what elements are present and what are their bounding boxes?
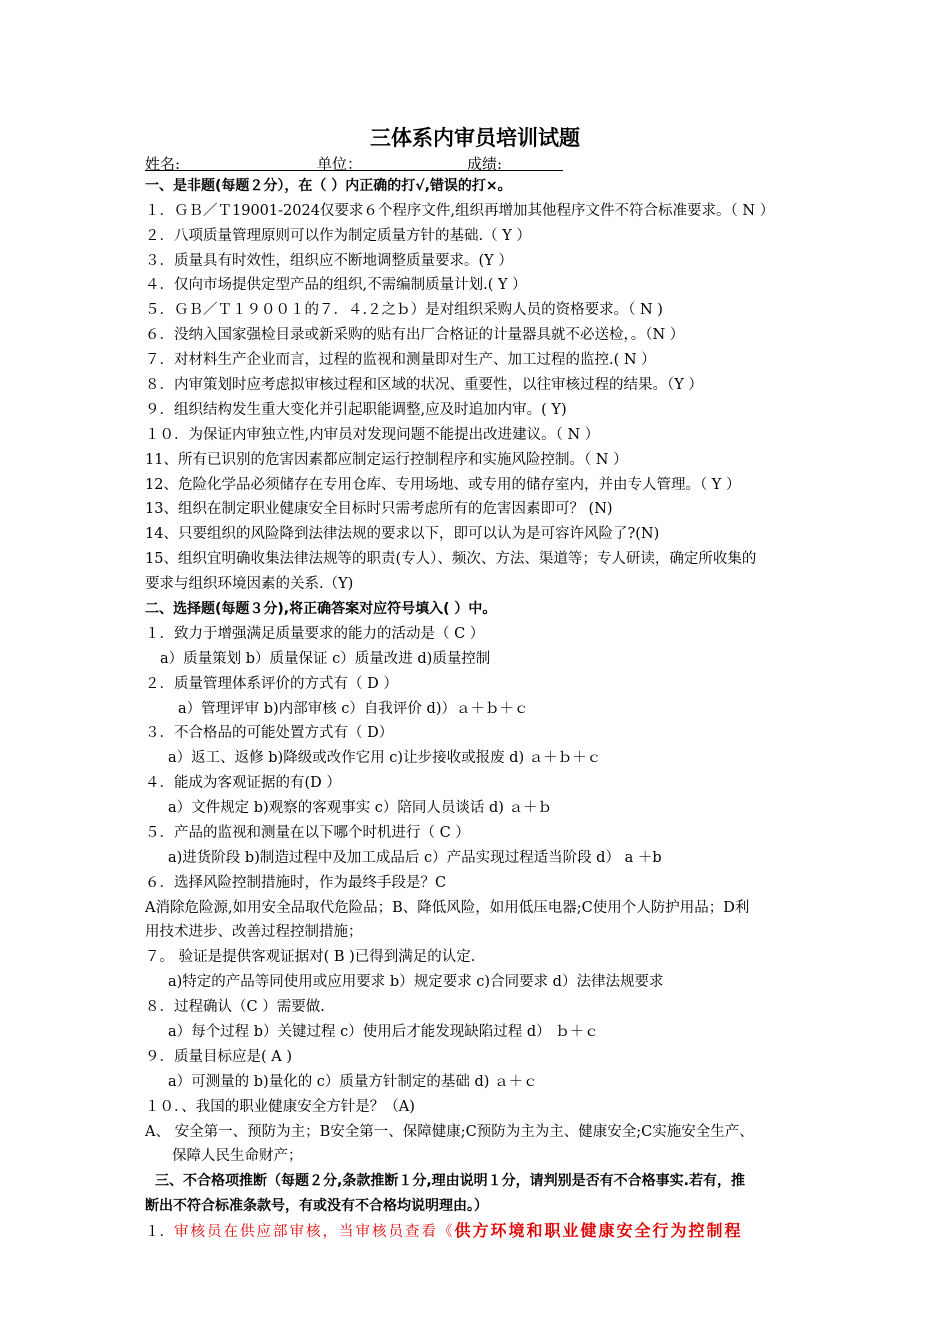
question-item: ６．没纳入国家强检目录或新采购的贴有出厂合格证的计量器具就不必送检，。（N ） — [145, 327, 685, 343]
answer-options-continued: 保障人民生命财产； — [172, 1148, 303, 1164]
answer-options-continued: 用技术进步、改善过程控制措施； — [145, 924, 363, 940]
answer-options: A、 安全第一、预防为主；B安全第一、保障健康;C预防为主为主、健康安全;C实施安全生产、 — [145, 1124, 754, 1140]
question-item: ３．不合格品的可能处置方式有（ D） — [145, 725, 394, 741]
answer-options: a）管理评审 b)内部审核 c）自我评价 d)）ａ＋ｂ＋ｃ — [178, 701, 529, 717]
question-item: ４．能成为客观证据的有(D ） — [145, 775, 341, 791]
question-item: ９．组织结构发生重大变化并引起职能调整,应及时追加内审。( Y) — [145, 402, 567, 418]
answer-options: a）返工、返修 b)降级或改作它用 c)让步接收或报废 d) ａ＋ｂ＋ｃ — [168, 750, 602, 766]
question-item: 15、组织宜明确收集法律法规等的职责(专人）、频次、方法、渠道等；专人研读，确定所收集的 — [145, 551, 757, 567]
question-item: ３．质量具有时效性，组织应不断地调整质量要求。(Y ） — [145, 253, 513, 269]
question-item: ４．仅向市场提供定型产品的组织,不需编制质量计划.( Y ） — [145, 277, 527, 293]
answer-options: a）文件规定 b)观察的客观事实 c）陪同人员谈话 d) ａ＋ｂ — [168, 800, 553, 816]
question-item: 14、只要组织的风险降到法律法规的要求以下，即可以认为是可容许风险了?(N) — [145, 526, 660, 542]
answer-options: a)进货阶段 b)制造过程中及加工成品后 c）产品实现过程适当阶段 d） a ＋b — [168, 850, 662, 866]
answer-options: A消除危险源,如用安全品取代危险品；B、降低风险，如用低压电器;C使用个人防护用品；D利 — [145, 900, 750, 916]
question-item: 11、所有已识别的危害因素都应制定运行控制程序和实施风险控制。（ N ） — [145, 452, 628, 468]
section-1-heading: 一、是非题(每题２分），在（ ）内正确的打√,错误的打×。 — [145, 178, 512, 194]
question-item: ６．选择风险控制措施时，作为最终手段是？C — [145, 875, 447, 891]
question-item: ７。 验证是提供客观证据对( B )已得到满足的认定. — [145, 949, 476, 965]
case-item-text: 审核员在供应部审核，当审核员查看《 — [174, 1224, 455, 1240]
question-item: １０．、我国的职业健康安全方针是？（A) — [145, 1099, 415, 1115]
case-item-procedure-name: 供方环境和职业健康安全行为控制程 — [454, 1221, 743, 1240]
question-item: ９．质量目标应是( A ) — [145, 1049, 293, 1065]
question-item: ７．对材料生产企业而言，过程的监视和测量即对生产、加工过程的监控.( N ） — [145, 352, 656, 368]
score-label: 成绩: — [467, 155, 503, 173]
answer-options: a）质量策划 b）质量保证 c）质量改进 d)质量控制 — [160, 651, 491, 667]
answer-options: a)特定的产品等同使用或应用要求 b）规定要求 c)合同要求 d）法律法规要求 — [168, 974, 664, 990]
question-item: 12、危险化学品必须储存在专用仓库、专用场地、或专用的储存室内，并由专人管理。（ Y ） — [145, 477, 741, 493]
question-item: ２．质量管理体系评价的方式有（ D ） — [145, 676, 398, 692]
section-3-heading-continued: 断出不符合标准条款号，有或没有不合格均说明理由。） — [145, 1198, 488, 1214]
case-item-number: １． — [145, 1224, 174, 1240]
answer-options: a）可测量的 b)量化的 c）质量方针制定的基础 d) ａ＋ｃ — [168, 1074, 538, 1090]
answer-options: a）每个过程 b）关键过程 c）使用后才能发现缺陷过程 d） ｂ＋ｃ — [168, 1024, 599, 1040]
document-title: 三体系内审员培训试题 — [370, 126, 580, 150]
question-item: ２．八项质量管理原则可以作为制定质量方针的基础.（ Y ） — [145, 228, 531, 244]
case-item — [145, 1221, 743, 1241]
question-item: 13、组织在制定职业健康安全目标时只需考虑所有的危害因素即可？ (N) — [145, 501, 613, 517]
question-item: １．ＧＢ／Ｔ19001-2024仅要求６个程序文件,组织再增加其他程序文件不符合标准要求。（ N ） — [145, 203, 775, 219]
unit-label: 单位： — [317, 155, 363, 173]
section-2-heading: 二、选择题(每题３分),将正确答案对应符号填入( ）中。 — [145, 601, 497, 617]
name-label: 姓名: — [145, 155, 181, 173]
section-3-heading: 三、不合格项推断（每题２分,条款推断１分,理由说明１分，请判别是否有不合格事实.若有，推 — [155, 1173, 745, 1189]
question-item: ５．产品的监视和测量在以下哪个时机进行（ C ） — [145, 825, 470, 841]
question-item: ８．内审策划时应考虑拟审核过程和区域的状况、重要性，以往审核过程的结果。（Y ） — [145, 377, 703, 393]
question-item-continued: 要求与组织环境因素的关系.（Y) — [145, 576, 354, 592]
question-item: １．致力于增强满足质量要求的能力的活动是（ C ） — [145, 626, 485, 642]
question-item: ５．ＧＢ／Ｔ１９００１的７．４.２之ｂ）是对组织采购人员的资格要求。（ N ) — [145, 302, 663, 318]
question-item: ８．过程确认（C ）需要做. — [145, 999, 325, 1015]
question-item: １０．为保证内审独立性,内审员对发现问题不能提出改进建议。（ N ） — [145, 427, 600, 443]
